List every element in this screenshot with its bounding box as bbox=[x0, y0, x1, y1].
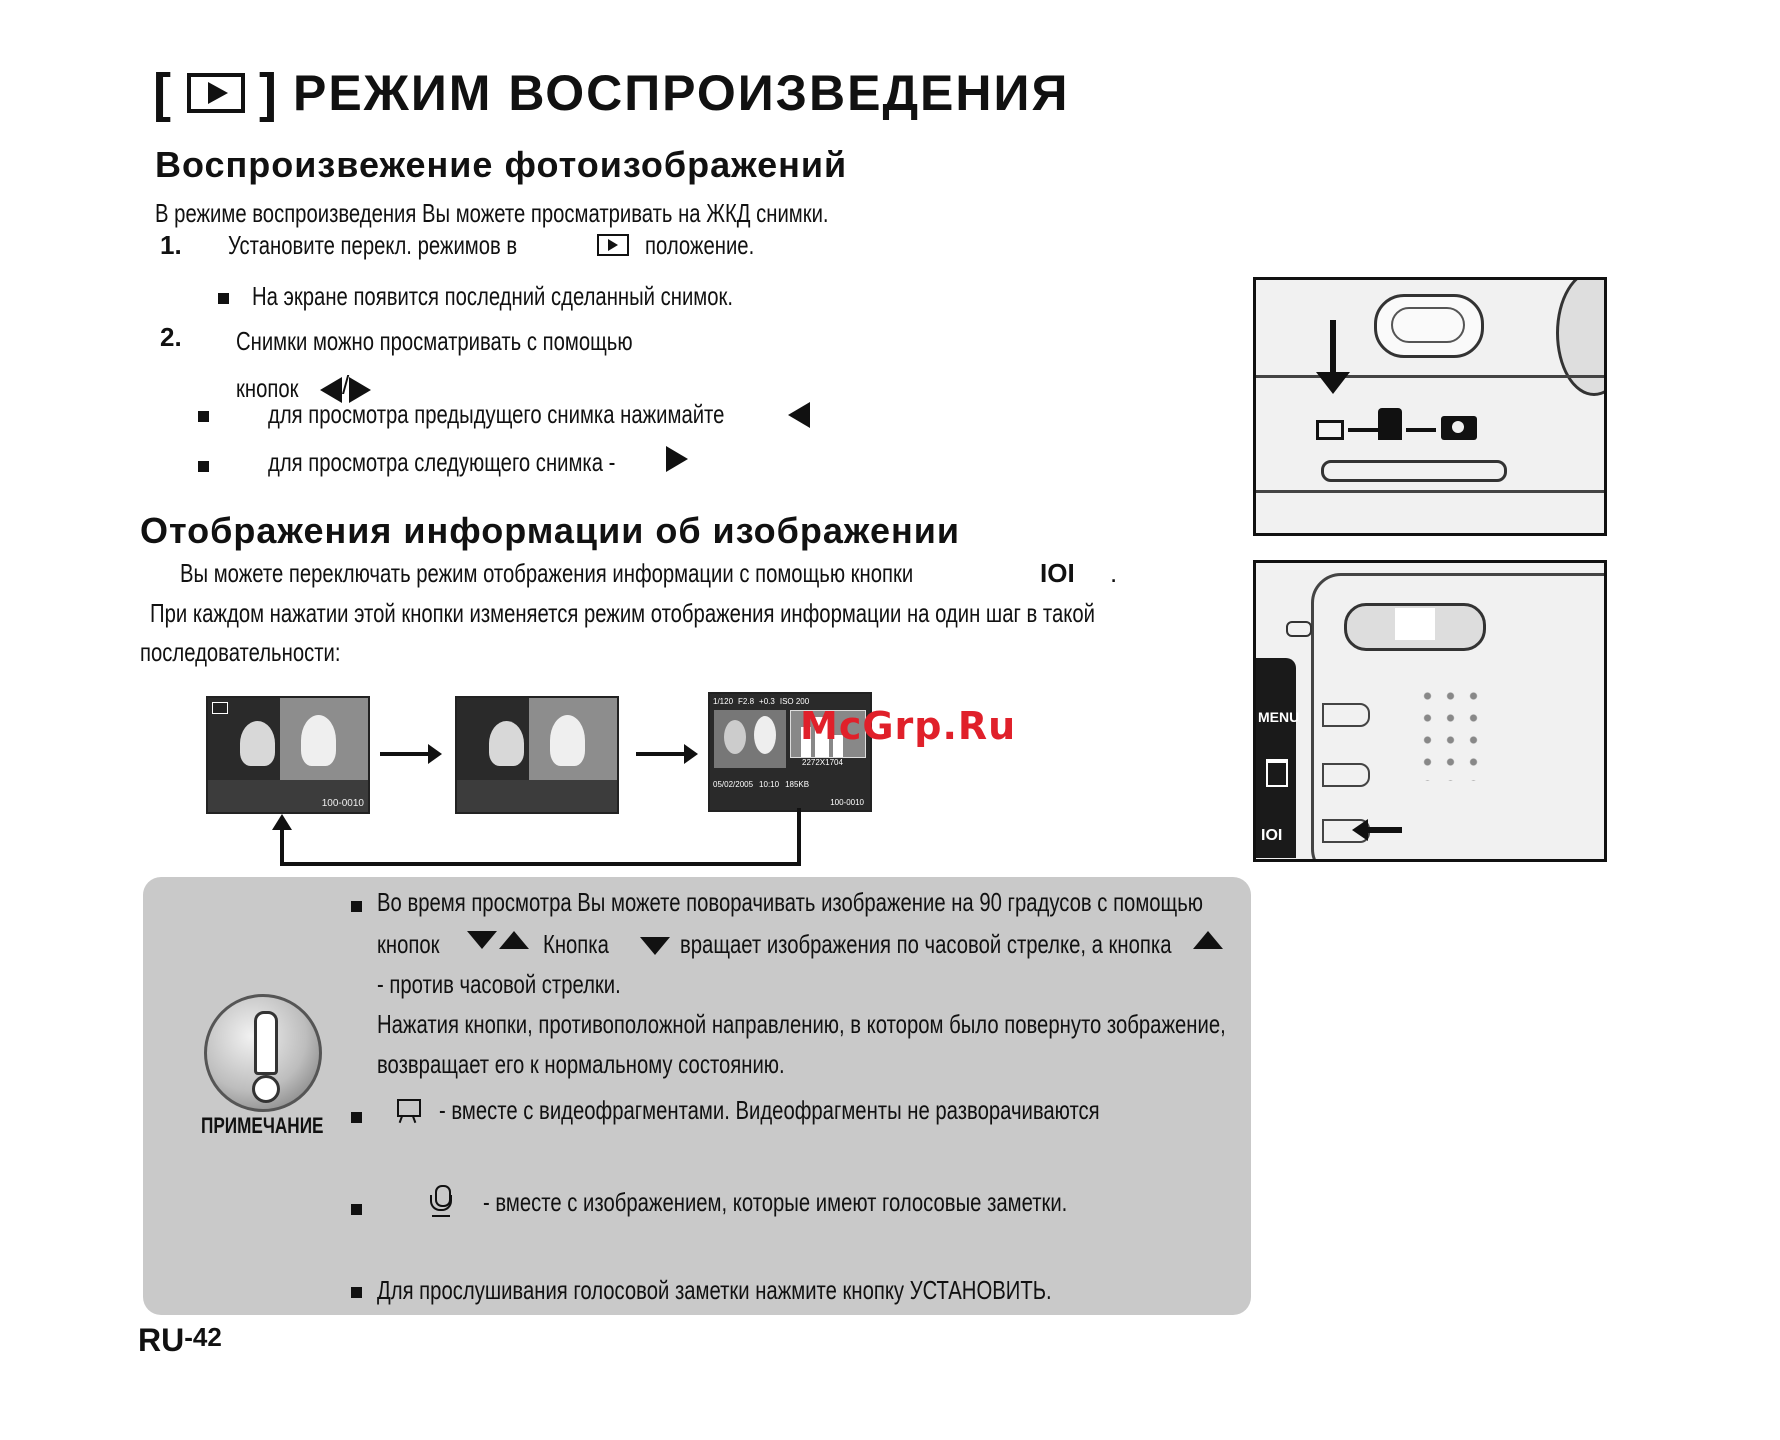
step2-number: 2. bbox=[160, 322, 182, 352]
note-label: ПРИМЕЧАНИЕ bbox=[201, 1113, 324, 1138]
step1-bullet: На экране появится последний сделанный снимок. bbox=[252, 281, 734, 311]
bullet-icon bbox=[218, 291, 229, 309]
exclamation-icon bbox=[204, 994, 322, 1112]
note-p1-line1: Во время просмотра Вы можете поворачивать изображение на 90 градусов с помощью bbox=[377, 887, 1204, 917]
note-p1-line5: возвращает его к нормальному состоянию. bbox=[377, 1049, 785, 1079]
bullet-icon bbox=[198, 409, 209, 427]
rotate-buttons bbox=[467, 931, 529, 949]
page-title bbox=[153, 62, 1069, 124]
step1-text-b: положение. bbox=[645, 230, 755, 260]
play-mode-icon bbox=[187, 73, 245, 113]
down-arrow-icon bbox=[467, 931, 497, 949]
bullet-next: для просмотра следующего снимка - bbox=[268, 447, 616, 477]
section1-intro: В режиме воспроизведения Вы можете просматривать на ЖКД снимки. bbox=[155, 198, 829, 228]
info-button-icon: IOI bbox=[1040, 558, 1075, 588]
up-arrow-icon bbox=[499, 931, 529, 949]
note-box bbox=[143, 877, 1251, 1315]
slash-separator: / bbox=[342, 370, 350, 400]
image-resolution: 2272X1704 bbox=[802, 758, 843, 767]
camera-mode-dial-illustration bbox=[1253, 277, 1607, 536]
section2-line2: При каждом нажатии этой кнопки изменяется режим отображения информации на один шаг в такой bbox=[150, 598, 1095, 628]
section2-line3: последовательности: bbox=[140, 637, 341, 667]
camera-back-illustration bbox=[1253, 560, 1607, 862]
bullet-prev: для просмотра предыдущего снимка нажимайте bbox=[268, 399, 725, 429]
bullet-icon bbox=[351, 1110, 362, 1128]
capture-time: 10:10 bbox=[759, 780, 780, 789]
voice-memo-icon bbox=[430, 1185, 452, 1219]
right-arrow-icon bbox=[666, 446, 688, 472]
down-arrow-icon bbox=[1330, 320, 1336, 380]
watermark: McGrp.Ru bbox=[800, 704, 1017, 748]
aperture-value: F2.8 bbox=[738, 696, 755, 706]
file-number: 100-0010 bbox=[830, 798, 864, 807]
page-prefix: RU bbox=[138, 1322, 185, 1358]
section2-line1-b: . bbox=[1110, 558, 1118, 588]
loop-arrow-left bbox=[280, 828, 284, 866]
play-mode-osd-icon bbox=[212, 702, 228, 714]
play-mode-small-icon bbox=[597, 234, 629, 256]
file-size: 185KB bbox=[785, 780, 810, 789]
loop-arrow-bottom bbox=[280, 862, 801, 866]
page-num: -42 bbox=[184, 1322, 222, 1352]
capture-date: 05/02/2005 bbox=[713, 780, 754, 789]
camera-mode-icon bbox=[1441, 416, 1477, 440]
up-arrow-icon bbox=[1193, 931, 1223, 949]
step2-line1: Снимки можно просматривать с помощью bbox=[236, 326, 633, 356]
trash-icon bbox=[1266, 759, 1288, 787]
note-p1-line2-c: вращает изображения по часовой стрелке, а кнопка bbox=[680, 929, 1172, 959]
loop-arrow-right bbox=[797, 808, 801, 866]
title-close-bracket: ] bbox=[258, 63, 279, 123]
note-p1-line4: Нажатия кнопки, противоположной направлению, в котором было повернуто зображение, bbox=[377, 1009, 1226, 1039]
title-open-bracket: [ bbox=[153, 63, 173, 123]
iso-value: ISO 200 bbox=[779, 696, 810, 706]
left-right-buttons bbox=[320, 370, 371, 403]
play-mode-icon bbox=[1316, 420, 1344, 440]
shutter-speed: 1/120 bbox=[713, 696, 734, 706]
section2-heading: Отображения информации об изображении bbox=[140, 510, 960, 551]
note-p3: - вместе с изображением, которые имеют голосовые заметки. bbox=[483, 1187, 1068, 1217]
info-label: IOI bbox=[1261, 827, 1283, 844]
bullet-icon bbox=[351, 899, 362, 917]
speaker-grille bbox=[1416, 685, 1486, 781]
screen1-file-number: 100-0010 bbox=[321, 798, 364, 809]
movie-mode-icon bbox=[1378, 408, 1402, 440]
step1-text-a: Установите перекл. режимов в bbox=[228, 230, 518, 260]
bullet-icon bbox=[351, 1202, 362, 1220]
bullet-icon bbox=[198, 459, 209, 477]
page-number bbox=[138, 1322, 222, 1359]
sequence-arrow bbox=[636, 752, 688, 756]
section1-heading: Воспроизвежение фотоизображений bbox=[155, 144, 848, 185]
exposure-comp: +0.3 bbox=[759, 696, 775, 706]
screen-basic-info bbox=[206, 696, 370, 814]
note-p1-line2-b: Кнопка bbox=[543, 929, 609, 959]
step2-line2: кнопок bbox=[236, 373, 299, 403]
bullet-icon bbox=[351, 1285, 362, 1303]
zoom-rocker bbox=[1344, 603, 1486, 651]
note-p1-line2-a: кнопок bbox=[377, 929, 440, 959]
note-p2: - вместе с видеофрагментами. Видеофрагменты не разворачиваются bbox=[439, 1095, 1100, 1125]
left-arrow-icon bbox=[788, 402, 810, 428]
movie-clip-icon bbox=[395, 1097, 421, 1121]
left-arrow-icon bbox=[1366, 827, 1402, 833]
note-p1-line3: - против часовой стрелки. bbox=[377, 969, 621, 999]
title-text: РЕЖИМ ВОСПРОИЗВЕДЕНИЯ bbox=[292, 65, 1070, 121]
sequence-arrow bbox=[380, 752, 432, 756]
step1-number: 1. bbox=[160, 230, 182, 260]
section2-line1-a: Вы можете переключать режим отображения информации с помощью кнопки bbox=[180, 558, 914, 588]
screen-no-info bbox=[455, 696, 619, 814]
down-arrow-icon bbox=[640, 937, 670, 955]
menu-label: MENU bbox=[1258, 709, 1300, 725]
note-p4: Для прослушивания голосовой заметки нажмите кнопку УСТАНОВИТЬ. bbox=[377, 1275, 1052, 1305]
loop-arrow-head bbox=[272, 814, 292, 830]
